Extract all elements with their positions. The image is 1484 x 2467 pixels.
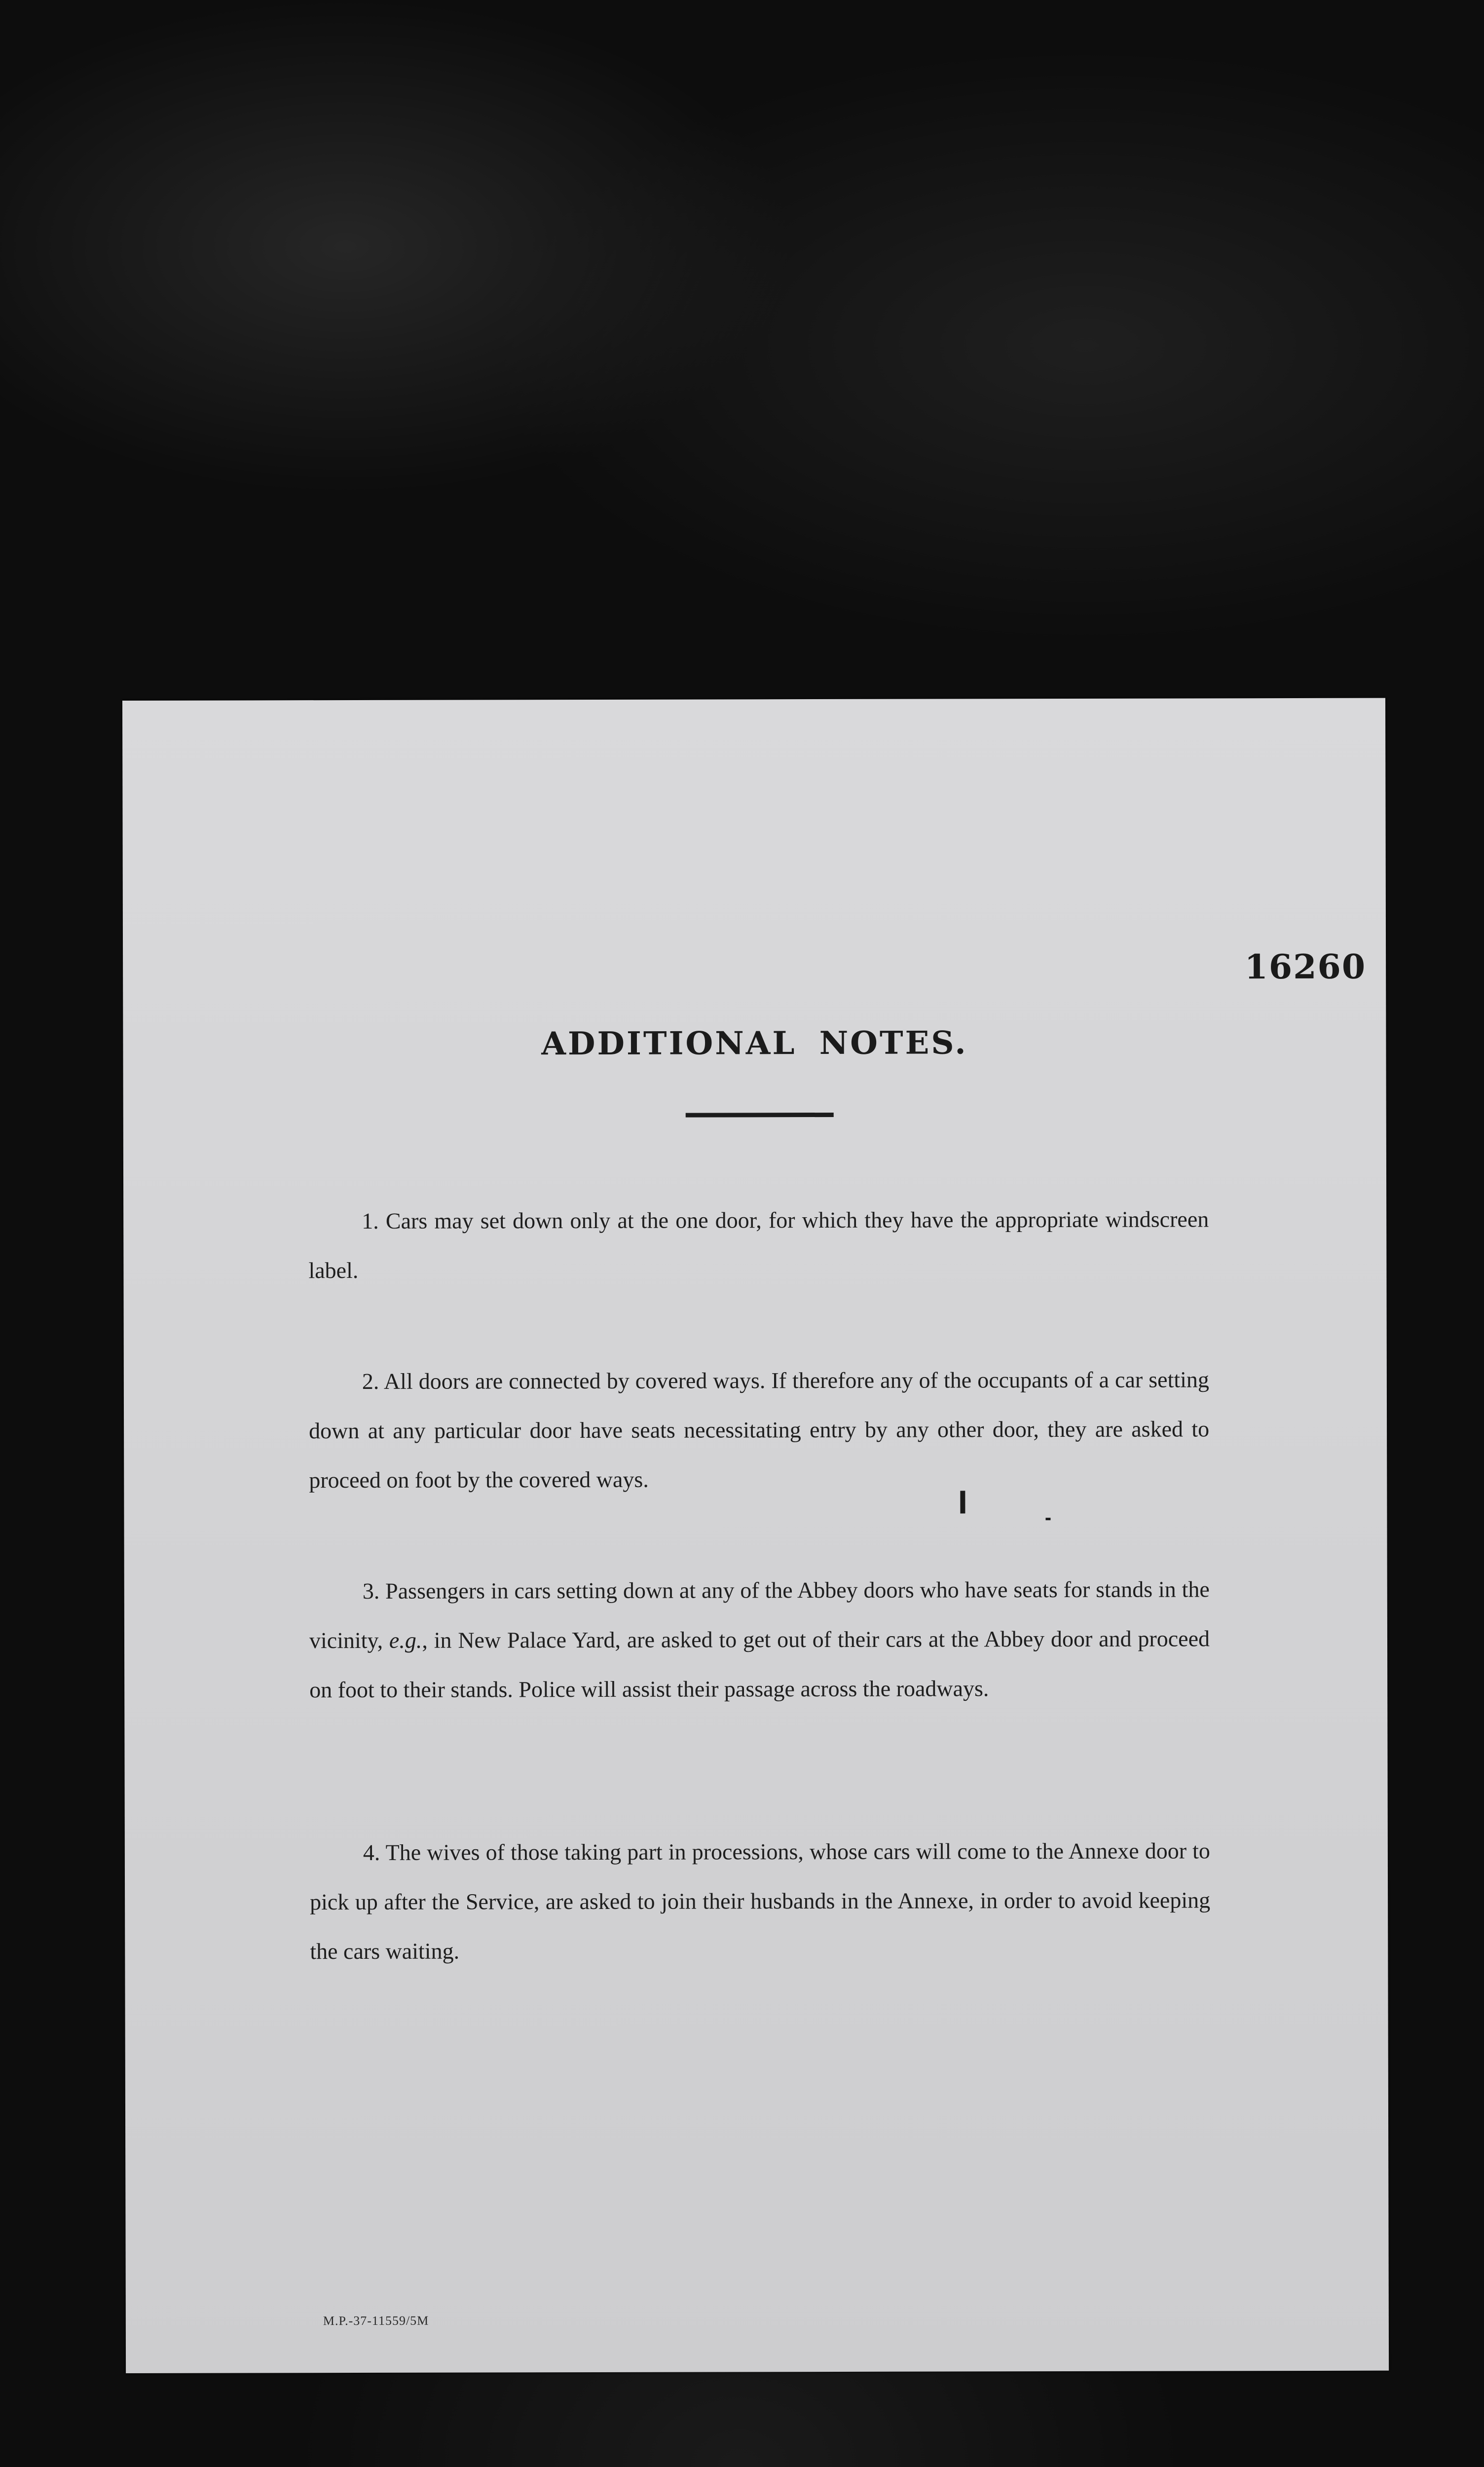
note-text-before: Passengers in cars setting down at any of the Abbey doors who have seats for stands in the vicinity,	[309, 1576, 1210, 1653]
print-code: M.P.-37-11559/5M	[323, 2313, 429, 2328]
note-number: 3.	[362, 1578, 380, 1604]
document-number: 16260	[1244, 947, 1367, 987]
document-title: ADDITIONAL NOTES.	[541, 1024, 968, 1063]
note-number: 4.	[363, 1839, 380, 1865]
note-2	[309, 1355, 1210, 1505]
note-text: Cars may set down only at the one door, for which they have the appropriate windscreen label.	[308, 1206, 1209, 1283]
note-number: 1.	[362, 1208, 379, 1234]
note-3	[309, 1565, 1210, 1715]
title-rule	[686, 1113, 834, 1118]
note-text: The wives of those taking part in processions, whose cars will come to the Annexe door to pick up after the Service, are asked to join their husbands in the Annexe, in order to avoid keeping the cars waiting.	[310, 1838, 1211, 1964]
note-1	[308, 1195, 1209, 1295]
ink-speck	[960, 1491, 965, 1513]
note-number: 2.	[362, 1368, 379, 1394]
note-text: All doors are connected by covered ways. If therefore any of the occupants of a car setting down at any particular door have seats necessitating entry by any other door, they are asked to proceed on foot by the covered ways.	[309, 1367, 1210, 1493]
ink-speck	[1045, 1518, 1050, 1520]
document-page	[122, 698, 1389, 2373]
note-text-after: , in New Palace Yard, are asked to get out of their cars at the Abbey door and proceed on foot to their stands. Police will assist their passage across the roadways.	[309, 1626, 1210, 1703]
note-text-italic: e.g.	[389, 1627, 422, 1653]
note-4	[310, 1826, 1211, 1976]
